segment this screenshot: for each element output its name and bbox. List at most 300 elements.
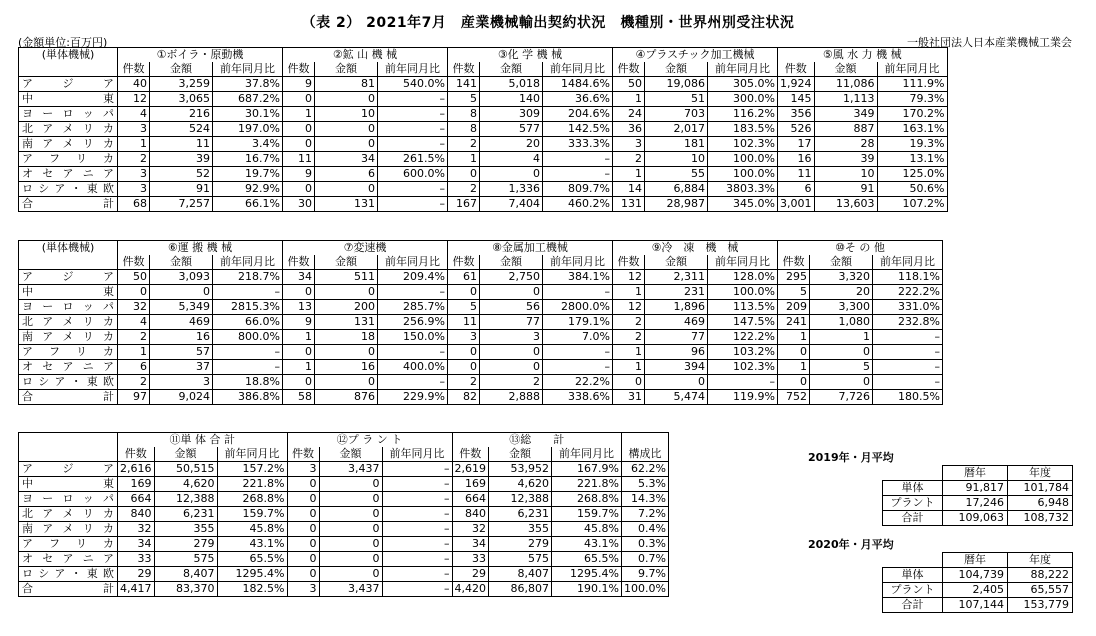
table-cell: 34 xyxy=(452,537,489,552)
column-header-amount: 金額 xyxy=(810,255,873,270)
avg-2019-table xyxy=(882,465,1073,526)
table-cell: 11 xyxy=(283,152,315,167)
table-cell: 28,987 xyxy=(645,197,708,212)
avg-header: 暦年 xyxy=(943,553,1008,568)
table-cell: 0 xyxy=(283,345,315,360)
table-cell: 0 xyxy=(319,492,382,507)
table-cell: 5 xyxy=(810,360,873,375)
column-header-amount: 金額 xyxy=(150,255,213,270)
region-label: ロシア・東欧 xyxy=(19,182,118,197)
table-cell: 183.5% xyxy=(708,122,778,137)
table-cell: 221.8% xyxy=(217,477,287,492)
table-cell: 5 xyxy=(448,92,480,107)
table-block-3 xyxy=(18,432,669,597)
column-header-count: 件数 xyxy=(778,255,810,270)
table-cell: 1 xyxy=(448,152,480,167)
column-header-amount: 金額 xyxy=(150,62,213,77)
table-cell: 56 xyxy=(480,300,543,315)
column-header-amount: 金額 xyxy=(154,447,217,462)
table-cell: 122.2% xyxy=(708,330,778,345)
table-cell: 0 xyxy=(778,345,810,360)
table-cell: 12 xyxy=(118,92,150,107)
table-cell: 4 xyxy=(480,152,543,167)
table-cell: 11 xyxy=(778,167,815,182)
avg-2020-table xyxy=(882,552,1073,613)
avg-row-label: 単体 xyxy=(883,568,943,583)
table-cell: 145 xyxy=(778,92,815,107)
table-cell: 34 xyxy=(118,537,155,552)
table-cell: 8,407 xyxy=(154,567,217,582)
table-cell: 2,750 xyxy=(480,270,543,285)
table-cell: 167.9% xyxy=(552,462,622,477)
table-cell: – xyxy=(378,107,448,122)
table-cell: 113.5% xyxy=(708,300,778,315)
table-cell: 2,017 xyxy=(645,122,708,137)
table-cell: 345.0% xyxy=(708,197,778,212)
table-cell: 36 xyxy=(613,122,645,137)
table-cell: 1295.4% xyxy=(552,567,622,582)
table-cell: 9 xyxy=(283,77,315,92)
table-cell: – xyxy=(378,345,448,360)
table-cell: 19.7% xyxy=(213,167,283,182)
table-cell: 7,726 xyxy=(810,390,873,405)
table-cell: 4,620 xyxy=(154,477,217,492)
table-cell: 0 xyxy=(118,285,150,300)
avg-cell: 104,739 xyxy=(943,568,1008,583)
avg-header: 年度 xyxy=(1008,466,1073,481)
table-cell: 279 xyxy=(489,537,552,552)
table-cell: 100.0% xyxy=(622,582,669,597)
table-cell: – xyxy=(378,375,448,390)
table-cell: 0 xyxy=(613,375,645,390)
table-cell: – xyxy=(382,477,452,492)
table-cell: 394 xyxy=(645,360,708,375)
table-cell: 0 xyxy=(315,92,378,107)
table-cell: 309 xyxy=(480,107,543,122)
column-header-yoy: 前年同月比 xyxy=(378,255,448,270)
table-cell: 34 xyxy=(283,270,315,285)
table-cell: 3 xyxy=(118,122,150,137)
region-label: ヨ ー ロ ッ パ xyxy=(19,492,118,507)
table-cell: – xyxy=(708,375,778,390)
table-cell: 147.5% xyxy=(708,315,778,330)
column-header-amount: 金額 xyxy=(645,62,708,77)
table-cell: 232.8% xyxy=(873,315,943,330)
column-header-count: 件数 xyxy=(452,447,489,462)
table-cell: 2,311 xyxy=(645,270,708,285)
table-cell: 2 xyxy=(448,182,480,197)
table-cell: 2 xyxy=(613,330,645,345)
category-header: ⑨冷 凍 機 械 xyxy=(613,241,778,256)
row-head-label: (単体機械) xyxy=(19,48,118,63)
table-cell: 2,619 xyxy=(452,462,489,477)
table-cell: 2 xyxy=(118,375,150,390)
table-cell: 66.0% xyxy=(213,315,283,330)
table-cell: 65.5% xyxy=(217,552,287,567)
table-cell: 305.0% xyxy=(708,77,778,92)
avg-cell: 108,732 xyxy=(1008,511,1073,526)
table-row xyxy=(19,300,943,315)
table-cell: 3 xyxy=(150,375,213,390)
row-head-label xyxy=(19,433,118,448)
table-cell: – xyxy=(873,345,943,360)
table-cell: 0 xyxy=(810,375,873,390)
table-cell: 0 xyxy=(283,137,315,152)
category-header-row xyxy=(19,48,948,63)
table-cell: – xyxy=(873,375,943,390)
table-cell: 16 xyxy=(150,330,213,345)
table-row xyxy=(19,375,943,390)
table-cell: 4,620 xyxy=(489,477,552,492)
table-cell: – xyxy=(378,137,448,152)
table-cell: 45.8% xyxy=(217,522,287,537)
table-row xyxy=(19,537,669,552)
table-cell: 295 xyxy=(778,270,810,285)
table-cell: 8 xyxy=(448,122,480,137)
region-label: 南 ア メ リ カ xyxy=(19,330,118,345)
table-cell: 469 xyxy=(645,315,708,330)
table-cell: 7,404 xyxy=(480,197,543,212)
table-cell: 3 xyxy=(613,137,645,152)
table-cell: 3,065 xyxy=(150,92,213,107)
row-head-blank xyxy=(19,255,118,270)
column-header-count: 件数 xyxy=(118,447,155,462)
table-cell: – xyxy=(378,285,448,300)
table-row xyxy=(19,552,669,567)
row-head-blank xyxy=(19,447,118,462)
region-label: ヨ ー ロ ッ パ xyxy=(19,300,118,315)
table-cell: 0 xyxy=(448,360,480,375)
table-cell: 128.0% xyxy=(708,270,778,285)
table-cell: 231 xyxy=(645,285,708,300)
table-cell: 5.3% xyxy=(622,477,669,492)
table-cell: 159.7% xyxy=(217,507,287,522)
avg-header-row xyxy=(883,553,1073,568)
avg-row xyxy=(883,496,1073,511)
table-cell: 355 xyxy=(154,522,217,537)
table-cell: 34 xyxy=(315,152,378,167)
table-cell: 1 xyxy=(283,107,315,122)
table-cell: 3,001 xyxy=(778,197,815,212)
table-cell: 0 xyxy=(315,122,378,137)
avg-cell: 109,063 xyxy=(943,511,1008,526)
table-cell: 0 xyxy=(319,522,382,537)
table-cell: 1295.4% xyxy=(217,567,287,582)
table-cell: 91 xyxy=(150,182,213,197)
table-cell: 18 xyxy=(315,330,378,345)
table-cell: 29 xyxy=(452,567,489,582)
table-cell: 3 xyxy=(118,182,150,197)
table-cell: 4 xyxy=(118,107,150,122)
table-cell: 0.7% xyxy=(622,552,669,567)
table-cell: 65.5% xyxy=(552,552,622,567)
category-header: ⑪単 体 合 計 xyxy=(118,433,288,448)
table-cell: 2 xyxy=(448,137,480,152)
table-cell: 18.8% xyxy=(213,375,283,390)
category-header-row xyxy=(19,433,669,448)
column-header-count: 件数 xyxy=(287,447,319,462)
table-cell: 0 xyxy=(480,285,543,300)
table-cell: 2 xyxy=(118,330,150,345)
region-label: 合 計 xyxy=(19,390,118,405)
table-cell: 58 xyxy=(283,390,315,405)
table-cell: 0 xyxy=(315,285,378,300)
region-label: ロシア・東欧 xyxy=(19,567,118,582)
column-header-yoy: 前年同月比 xyxy=(877,62,947,77)
table-cell: 204.6% xyxy=(543,107,613,122)
table-cell: 355 xyxy=(489,522,552,537)
table-cell: 0 xyxy=(287,492,319,507)
table-cell: 37 xyxy=(150,360,213,375)
table-cell: 62.2% xyxy=(622,462,669,477)
table-cell: 241 xyxy=(778,315,810,330)
table-cell: 119.9% xyxy=(708,390,778,405)
table-cell: 1,896 xyxy=(645,300,708,315)
column-header-yoy: 前年同月比 xyxy=(543,255,613,270)
avg-row xyxy=(883,583,1073,598)
table-cell: – xyxy=(382,552,452,567)
table-row xyxy=(19,315,943,330)
table-cell: 7,257 xyxy=(150,197,213,212)
table-cell: 33 xyxy=(452,552,489,567)
table-row xyxy=(19,507,669,522)
table-cell: 4 xyxy=(118,315,150,330)
table-cell: 55 xyxy=(645,167,708,182)
table-cell: 61 xyxy=(448,270,480,285)
table-cell: 1 xyxy=(283,360,315,375)
table-row xyxy=(19,107,948,122)
table-cell: 268.8% xyxy=(217,492,287,507)
table-row xyxy=(19,152,948,167)
table-cell: 43.1% xyxy=(552,537,622,552)
category-header: ⑫プ ラ ン ト xyxy=(287,433,452,448)
table-cell: 1 xyxy=(810,330,873,345)
region-label: ア ジ ア xyxy=(19,462,118,477)
table-cell: 83,370 xyxy=(154,582,217,597)
table-row xyxy=(19,360,943,375)
table-cell: – xyxy=(543,152,613,167)
table-cell: 221.8% xyxy=(552,477,622,492)
category-header: ⑧金属加工機械 xyxy=(448,241,613,256)
column-header-amount: 金額 xyxy=(480,62,543,77)
table-cell: 349 xyxy=(814,107,877,122)
table-cell: 840 xyxy=(452,507,489,522)
table-cell: 107.2% xyxy=(877,197,947,212)
table-cell: 150.0% xyxy=(378,330,448,345)
table-cell: 13 xyxy=(283,300,315,315)
table-cell: 0 xyxy=(448,345,480,360)
table-cell: 0 xyxy=(448,167,480,182)
table-cell: 142.5% xyxy=(543,122,613,137)
column-header-count: 件数 xyxy=(448,255,480,270)
table-cell: 3 xyxy=(287,462,319,477)
table-cell: 0 xyxy=(319,477,382,492)
column-header-yoy: 前年同月比 xyxy=(708,255,778,270)
table-cell: 102.3% xyxy=(708,360,778,375)
table-cell: 0 xyxy=(283,122,315,137)
table-cell: 77 xyxy=(645,330,708,345)
column-header-yoy: 前年同月比 xyxy=(213,62,283,77)
avg-corner xyxy=(883,466,943,481)
column-header-yoy: 前年同月比 xyxy=(708,62,778,77)
table-cell: 229.9% xyxy=(378,390,448,405)
region-label: 合 計 xyxy=(19,197,118,212)
avg-cell: 17,246 xyxy=(943,496,1008,511)
table-cell: 3,320 xyxy=(810,270,873,285)
region-label: ア フ リ カ xyxy=(19,537,118,552)
avg-cell: 6,948 xyxy=(1008,496,1073,511)
table-cell: 524 xyxy=(150,122,213,137)
table-cell: 10 xyxy=(315,107,378,122)
table-cell: 0 xyxy=(287,477,319,492)
table-row xyxy=(19,182,948,197)
table-cell: – xyxy=(382,462,452,477)
column-header-yoy: 前年同月比 xyxy=(217,447,287,462)
column-header-yoy: 前年同月比 xyxy=(543,62,613,77)
table-cell: 2 xyxy=(613,315,645,330)
table-cell: 14 xyxy=(613,182,645,197)
table-cell: 116.2% xyxy=(708,107,778,122)
table-cell: 575 xyxy=(154,552,217,567)
table-cell: 50 xyxy=(613,77,645,92)
region-label: ロシア・東欧 xyxy=(19,375,118,390)
table-cell: 3,259 xyxy=(150,77,213,92)
table-cell: 86,807 xyxy=(489,582,552,597)
table-cell: 526 xyxy=(778,122,815,137)
table-cell: 66.1% xyxy=(213,197,283,212)
table-cell: 30.1% xyxy=(213,107,283,122)
table-cell: – xyxy=(378,122,448,137)
avg-row-label: 合計 xyxy=(883,511,943,526)
avg-cell: 153,779 xyxy=(1008,598,1073,613)
table-cell: 0 xyxy=(287,537,319,552)
table-cell: 3.4% xyxy=(213,137,283,152)
table-cell: 0 xyxy=(480,167,543,182)
table-cell: 96 xyxy=(645,345,708,360)
region-label: オ セ ア ニ ア xyxy=(19,360,118,375)
table-cell: 14.3% xyxy=(622,492,669,507)
row-head-blank xyxy=(19,62,118,77)
table-cell: 20 xyxy=(480,137,543,152)
organization-name: 一般社団法人日本産業機械工業会 xyxy=(907,36,1072,49)
region-label: 北 ア メ リ カ xyxy=(19,507,118,522)
table-cell: 45.8% xyxy=(552,522,622,537)
table-cell: 577 xyxy=(480,122,543,137)
table-cell: – xyxy=(378,197,448,212)
table-cell: 0.3% xyxy=(622,537,669,552)
table-cell: 0 xyxy=(448,285,480,300)
avg-row-label: プラント xyxy=(883,583,943,598)
table-cell: 19.3% xyxy=(877,137,947,152)
table-cell: 0.4% xyxy=(622,522,669,537)
table-cell: 157.2% xyxy=(217,462,287,477)
table-cell: 19,086 xyxy=(645,77,708,92)
table-cell: – xyxy=(543,360,613,375)
table-cell: 687.2% xyxy=(213,92,283,107)
table-cell: – xyxy=(213,360,283,375)
table-cell: 24 xyxy=(613,107,645,122)
table-cell: 2 xyxy=(448,375,480,390)
table-cell: 169 xyxy=(452,477,489,492)
table-cell: 7.0% xyxy=(543,330,613,345)
table-cell: 43.1% xyxy=(217,537,287,552)
table-row xyxy=(19,522,669,537)
table-cell: 0 xyxy=(319,552,382,567)
table-cell: 5 xyxy=(778,285,810,300)
table-cell: 600.0% xyxy=(378,167,448,182)
table-block-2 xyxy=(18,240,943,405)
table-cell: 0 xyxy=(319,537,382,552)
table-cell: 16 xyxy=(315,360,378,375)
table-cell: – xyxy=(378,182,448,197)
table-cell: 91 xyxy=(814,182,877,197)
table-cell: 1484.6% xyxy=(543,77,613,92)
table-cell: 16.7% xyxy=(213,152,283,167)
table-cell: – xyxy=(543,167,613,182)
column-header-yoy: 前年同月比 xyxy=(382,447,452,462)
column-header-amount: 金額 xyxy=(480,255,543,270)
table-cell: 79.3% xyxy=(877,92,947,107)
table-cell: 182.5% xyxy=(217,582,287,597)
region-label: 南 ア メ リ カ xyxy=(19,137,118,152)
table-cell: 12 xyxy=(613,300,645,315)
table-cell: 256.9% xyxy=(378,315,448,330)
table-cell: 218.7% xyxy=(213,270,283,285)
table-cell: 40 xyxy=(118,77,150,92)
region-label: 北 ア メ リ カ xyxy=(19,122,118,137)
table-cell: 111.9% xyxy=(877,77,947,92)
region-label: 中 東 xyxy=(19,92,118,107)
table-row xyxy=(19,77,948,92)
table-cell: 81 xyxy=(315,77,378,92)
row-head-label: (単体機械) xyxy=(19,241,118,256)
table-cell: 469 xyxy=(150,315,213,330)
table-cell: 664 xyxy=(452,492,489,507)
region-label: 中 東 xyxy=(19,477,118,492)
avg-row-label: 単体 xyxy=(883,481,943,496)
region-label: ア ジ ア xyxy=(19,77,118,92)
table-cell: 0 xyxy=(287,567,319,582)
table-cell: 32 xyxy=(118,522,155,537)
table-cell: 1 xyxy=(613,360,645,375)
table-cell: 31 xyxy=(613,390,645,405)
table-cell: 0 xyxy=(319,567,382,582)
region-label: ヨ ー ロ ッ パ xyxy=(19,107,118,122)
table-cell: 131 xyxy=(315,315,378,330)
column-header-amount: 金額 xyxy=(645,255,708,270)
table-cell: 28 xyxy=(814,137,877,152)
avg-header: 暦年 xyxy=(943,466,1008,481)
table-cell: 3 xyxy=(118,167,150,182)
table-cell: 1 xyxy=(778,360,810,375)
table-cell: – xyxy=(382,492,452,507)
column-header-yoy: 前年同月比 xyxy=(378,62,448,77)
table-cell: 180.5% xyxy=(873,390,943,405)
table-cell: 2,616 xyxy=(118,462,155,477)
table-cell: 39 xyxy=(814,152,877,167)
column-header-count: 件数 xyxy=(283,255,315,270)
table-cell: 181 xyxy=(645,137,708,152)
table-cell: 97 xyxy=(118,390,150,405)
table-cell: 179.1% xyxy=(543,315,613,330)
table-cell: 0 xyxy=(315,137,378,152)
region-label: 北 ア メ リ カ xyxy=(19,315,118,330)
table-cell: 5 xyxy=(448,300,480,315)
table-cell: 2,888 xyxy=(480,390,543,405)
table-cell: 12,388 xyxy=(154,492,217,507)
table-cell: 6 xyxy=(315,167,378,182)
table-cell: 12,388 xyxy=(489,492,552,507)
